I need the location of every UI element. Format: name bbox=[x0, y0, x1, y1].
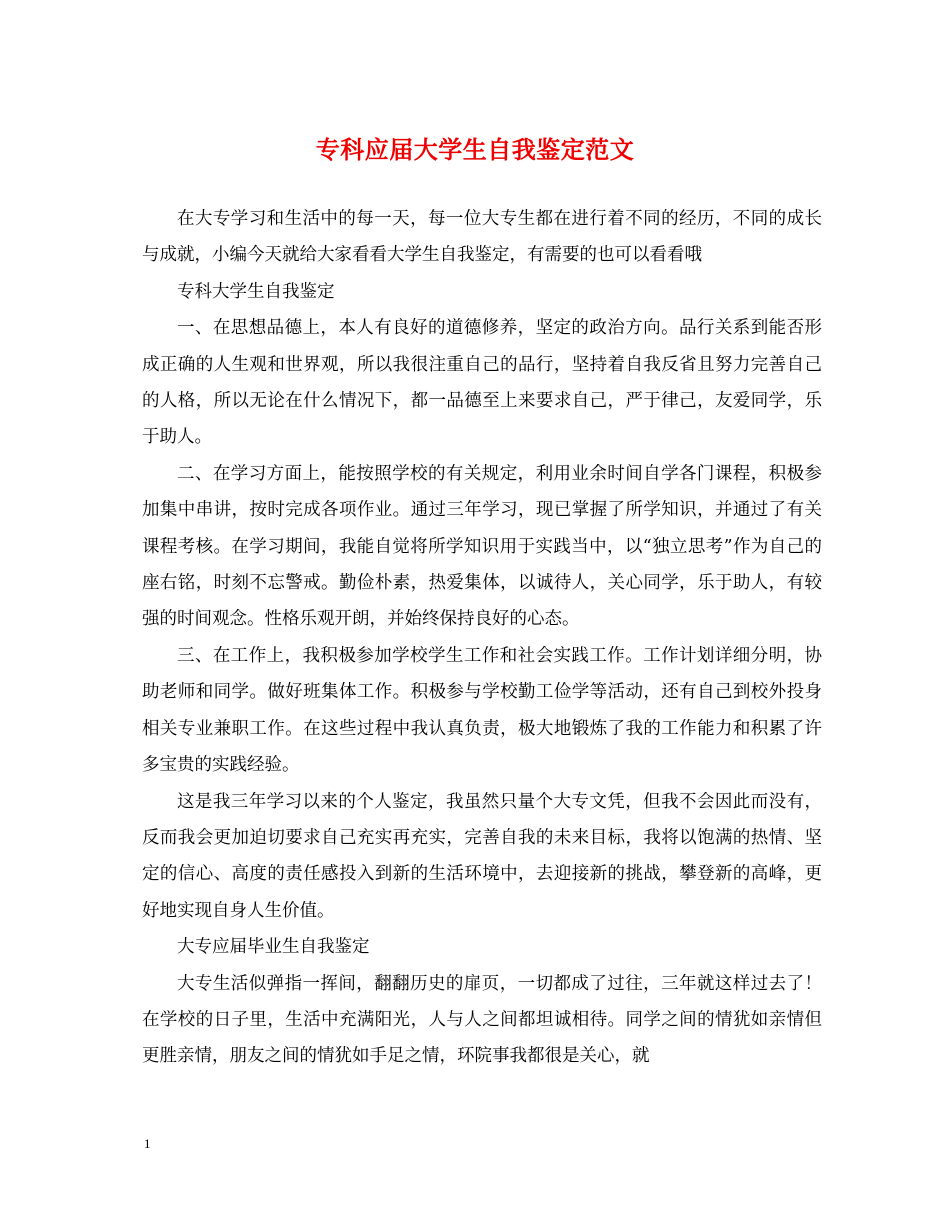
section-heading-2: 大专应届毕业生自我鉴定 bbox=[177, 937, 370, 958]
paragraph-summary: 这是我三年学习以来的个人鉴定，我虽然只量个大专文凭，但我不会因此而没有，反而我会更加迫切要求自己充实再充实，完善自我的未来目标，我将以饱满的热情、坚定的信心、高度的责任感投入到新的生活环境中，去迎接新的挑战，攀登新的高峰，更好地实现自身人生价值。 bbox=[142, 791, 822, 921]
page-number: 1 bbox=[144, 1136, 151, 1151]
paragraph-work: 三、在工作上，我积极参加学校学生工作和社会实践工作。工作计划详细分明，协助老师和同学。做好班集体工作。积极参与学校勤工俭学等活动，还有自己到校外投身相关专业兼职工作。在这些过程中我认真负责，极大地锻炼了我的工作能力和积累了许多宝贵的实践经验。 bbox=[142, 645, 822, 776]
paragraph-morality: 一、在思想品德上，本人有良好的道德修养，坚定的政治方向。品行关系到能否形成正确的人生观和世界观，所以我很注重自己的品行，坚持着自我反省且努力完善自己的人格，所以无论在什么情况下，都一品德至上来要求自己，严于律己，友爱同学，乐于助人。 bbox=[142, 318, 822, 448]
section-heading-1: 专科大学生自我鉴定 bbox=[177, 281, 335, 302]
paragraph-study: 二、在学习方面上，能按照学校的有关规定，利用业余时间自学各门课程，积极参加集中串讲，按时完成各项作业。通过三年学习，现已掌握了所学知识，并通过了有关课程考核。在学习期间，我能自觉将所学知识用于实践当中，以“独立思考”作为自己的座右铭，时刻不忘警戒。勤俭朴素，热爱集体，以诚待人，关心同学，乐于助人，有较强的时间观念。性格乐观开朗，并始终保持良好的心态。 bbox=[142, 463, 822, 630]
document-title: 专科应届大学生自我鉴定范文 bbox=[315, 135, 635, 164]
paragraph-graduate: 大专生活似弹指一挥间，翻翻历史的扉页，一切都成了过往，三年就这样过去了！ 在学校的日子里，生活中充满阳光，人与人之间都坦诚相待。同学之间的情犹如亲情但更胜亲情，朋友之间的情犹如手足之情，环院事我都很是关心，就 bbox=[142, 973, 840, 1067]
document-body bbox=[142, 201, 840, 1075]
paragraph-intro: 在大专学习和生活中的每一天，每一位大专生都在进行着不同的经历，不同的成长与成就，小编今天就给大家看看大学生自我鉴定，有需要的也可以看看哦 bbox=[142, 209, 822, 266]
